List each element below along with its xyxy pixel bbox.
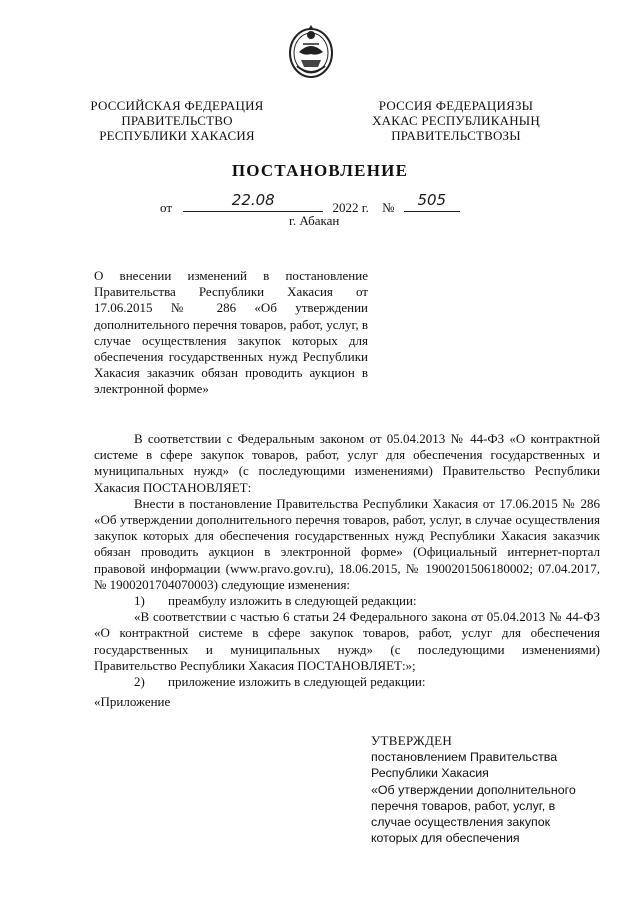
approval-line-6: которых для обеспечения xyxy=(371,831,520,846)
list-item-2-text: приложение изложить в следующей редакции: xyxy=(168,674,426,690)
body-paragraph-3: «В соответствии с частью 6 статьи 24 Федерального закона от 05.04.2013 № 44-ФЗ «О контрактной системе в сфере закупок товаров, работ, услуг для обеспечения государственных и муниципальных нужд» (с последующими изменениями) Правительство Республики Хакасия ПОСТАНОВЛЯЕТ:»; xyxy=(94,609,600,673)
header-right-line-2: ХАКАС РЕСПУБЛИКАНЫҢ xyxy=(372,113,540,128)
list-item-1-text: преамбулу изложить в следующей редакции: xyxy=(168,593,417,609)
date-field xyxy=(183,191,323,212)
date-from-label: от xyxy=(160,200,173,215)
header-left-line-2: ПРАВИТЕЛЬСТВО xyxy=(121,113,233,128)
number-handwritten: 505 xyxy=(417,191,447,209)
body-paragraph-1: В соответствии с Федеральным законом от 05.04.2013 № 44-ФЗ «О контрактной системе в сфере закупок товаров, работ, услуг для обеспечения государственных и муниципальных нужд» (с последующими изменениями) Правительство Республики Хакасия ПОСТАНОВЛЯЕТ: xyxy=(94,431,600,495)
approval-line-3: «Об утверждении дополнительного xyxy=(371,782,576,797)
header-left-line-1: РОССИЙСКАЯ ФЕДЕРАЦИЯ xyxy=(90,98,264,113)
header-right-block xyxy=(370,98,542,143)
year-label: 2022 г. xyxy=(332,200,369,215)
header-left-line-3: РЕСПУБЛИКИ ХАКАСИЯ xyxy=(99,128,255,143)
approval-line-1: постановлением Правительства xyxy=(371,750,558,765)
number-field xyxy=(404,191,460,212)
header-right-line-3: ПРАВИТЕЛЬСТВОЗЫ xyxy=(391,128,521,143)
list-item-1-number: 1) xyxy=(134,593,145,609)
header-left-block xyxy=(88,98,266,143)
approval-line-5: случае осуществления закупок xyxy=(371,815,551,830)
list-item-1 xyxy=(94,593,600,609)
approval-heading: УТВЕРЖДЕН xyxy=(371,733,453,748)
date-handwritten: 22.08 xyxy=(231,191,275,209)
document-title: ПОСТАНОВЛЕНИЕ xyxy=(231,161,409,180)
list-item-2 xyxy=(94,674,600,690)
approval-line-4: перечня товаров, работ, услуг, в xyxy=(371,798,556,813)
approval-line-2: Республики Хакасия xyxy=(371,766,489,781)
appendix-label: «Приложение xyxy=(94,694,171,710)
list-item-2-number: 2) xyxy=(134,674,145,690)
number-label: № xyxy=(382,200,395,215)
approval-block xyxy=(371,733,601,846)
header-right-line-1: РОССИЯ ФЕДЕРАЦИЯЗЫ xyxy=(378,98,534,113)
city-label: г. Абакан xyxy=(289,213,340,228)
document-body xyxy=(94,431,600,710)
body-paragraph-2: Внести в постановление Правительства Республики Хакасия от 17.06.2015 № 286 «Об утверждении дополнительного перечня товаров, работ, услуг, в случае осуществления закупок которых для обеспечения государственных нужд Республики Хакасия заказчик обязан проводить аукцион в электронной форме» (Официальный интернет-портал правовой информации (www.pravo.gov.ru), 18.06.2015, № 1900201506180002; 07.04.2017, № 1900201704070003) следующие изменения: xyxy=(94,495,600,592)
subject-paragraph: О внесении изменений в постановление Правительства Республики Хакасия от 17.06.2015 № 286 «Об утверждении дополнительного перечня товаров, работ, услуг, в случае осуществления закупок которых для обеспечения государственных нужд Республики Хакасия заказчик обязан проводить аукцион в электронной форме» xyxy=(94,268,368,397)
coat-of-arms-emblem xyxy=(287,22,335,80)
